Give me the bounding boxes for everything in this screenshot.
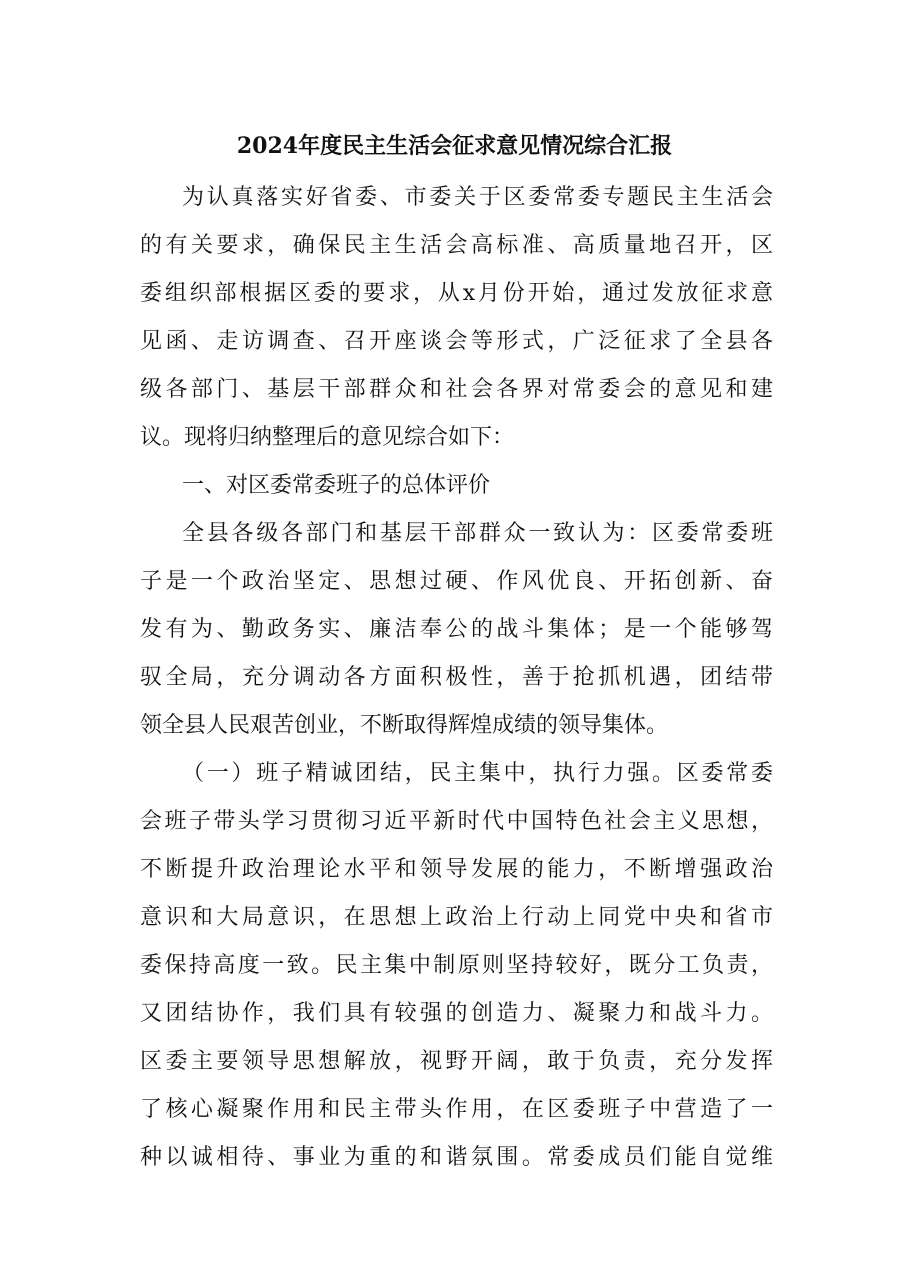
text-line: 意识和大局意识，在思想上政治上行动上同党中央和省市 [140,905,773,930]
text-line: 全县各级各部门和基层干部群众一致认为：区委常委班 [182,521,773,546]
text-line: 级各部门、基层干部群众和社会各界对常委会的意见和建 [140,377,773,402]
text-line: 的有关要求，确保民主生活会高标准、高质量地召开，区 [140,233,773,258]
text-line: 了核心凝聚作用和民主带头作用，在区委班子中营造了一 [140,1097,773,1122]
text-line: 不断提升政治理论水平和领导发展的能力，不断增强政治 [140,857,773,882]
text-line: 为认真落实好省委、市委关于区委常委专题民主生活会 [182,185,773,210]
document-body [140,174,773,1182]
text-line: （一）班子精诚团结，民主集中，执行力强。区委常委 [182,761,773,786]
text-line: 会班子带头学习贯彻习近平新时代中国特色社会主义思想， [140,809,773,834]
text-line: 议。现将归纳整理后的意见综合如下： [140,425,515,450]
text-line: 委组织部根据区委的要求，从x月份开始，通过发放征求意 [140,281,773,306]
text-line: 种以诚相待、事业为重的和谐氛围。常委成员们能自觉维 [140,1145,773,1170]
text-line: 区委主要领导思想解放，视野开阔，敢于负责，充分发挥 [140,1049,773,1074]
text-line: 一、对区委常委班子的总体评价 [182,473,491,498]
text-line: 发有为、勤政务实、廉洁奉公的战斗集体；是一个能够驾 [140,617,773,642]
text-line: 见函、走访调查、召开座谈会等形式，广泛征求了全县各 [140,329,773,354]
text-line: 领全县人民艰苦创业，不断取得辉煌成绩的领导集体。 [140,713,669,738]
text-line: 驭全局，充分调动各方面积极性，善于抢抓机遇，团结带 [140,665,773,690]
text-line: 又团结协作，我们具有较强的创造力、凝聚力和战斗力。 [140,1001,773,1026]
text-line: 委保持高度一致。民主集中制原则坚持较好，既分工负责， [140,953,773,978]
document-title: 2024年度民主生活会征求意见情况综合汇报 [236,133,673,159]
text-line: 子是一个政治坚定、思想过硬、作风优良、开拓创新、奋 [140,569,773,594]
